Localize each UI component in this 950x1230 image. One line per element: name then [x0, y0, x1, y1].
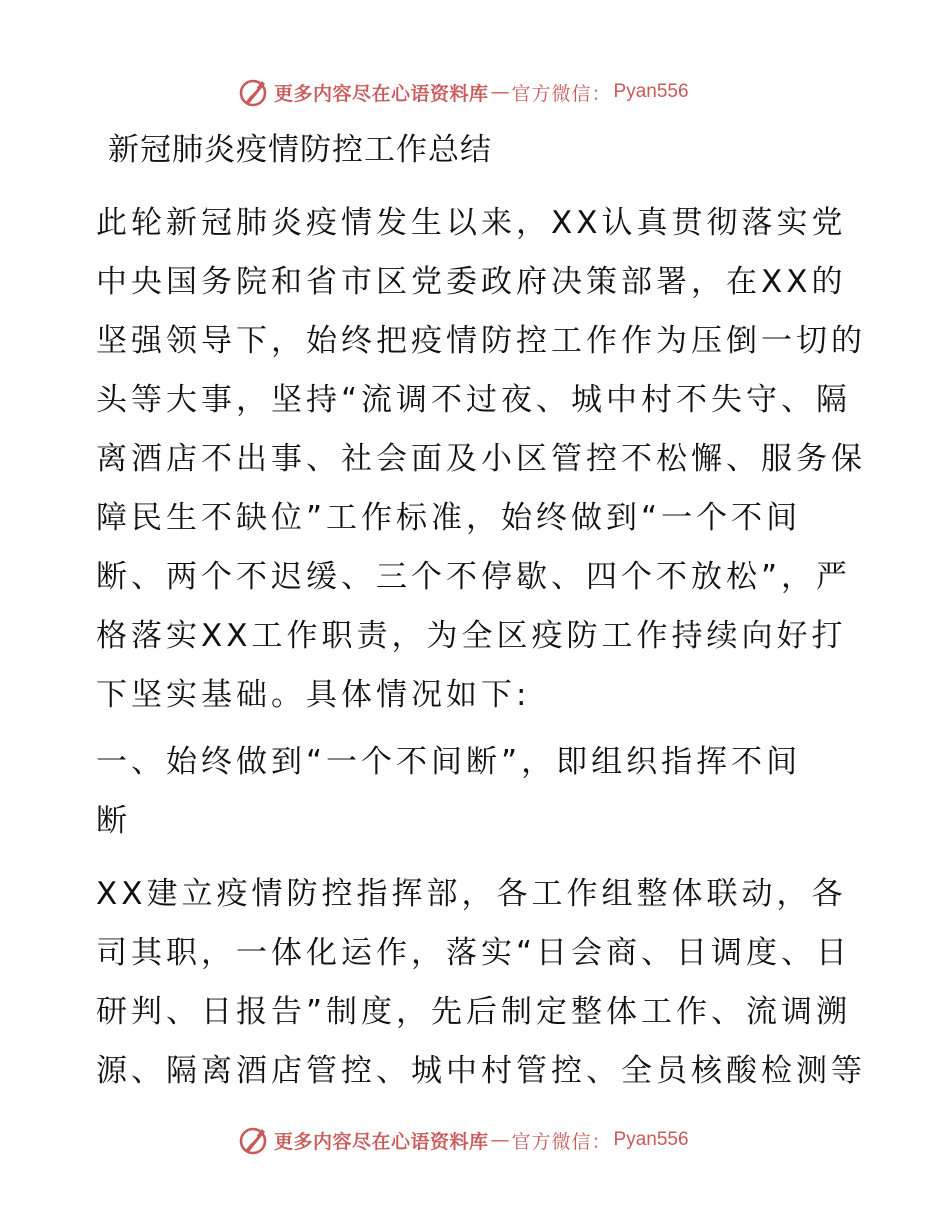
paragraph-line: 司其职，一体化运作，落实“日会商、日调度、日 [96, 935, 852, 971]
watermark-banner-bottom [236, 1122, 689, 1158]
heading-line: 一、始终做到“一个不间断”，即组织指挥不间 [96, 744, 802, 780]
watermark-official-label: 官方微信： [511, 1130, 612, 1153]
paragraph-line: 头等大事，坚持“流调不过夜、城中村不失守、隔 [96, 382, 852, 418]
watermark-slogan: 更多内容尽在心语资料库 [274, 1130, 489, 1153]
paragraph-line: 源、隔离酒店管控、城中村管控、全员核酸检测等 [96, 1053, 866, 1089]
section-heading-1 [96, 733, 856, 851]
watermark-banner-top [236, 74, 689, 110]
watermark-handle: Pyan556 [613, 1129, 689, 1150]
watermark-handle: Pyan556 [613, 81, 689, 102]
intro-paragraph [96, 194, 866, 725]
paragraph-line: XX建立疫情防控指挥部，各工作组整体联动，各 [96, 876, 847, 912]
feather-pen-logo-icon [236, 75, 270, 109]
watermark-official-label: 官方微信： [511, 82, 612, 105]
paragraph-line: 中央国务院和省市区党委政府决策部署，在XX的 [96, 264, 847, 300]
paragraph-line: 坚强领导下，始终把疫情防控工作作为压倒一切的 [96, 323, 866, 359]
feather-pen-logo-icon [236, 1123, 270, 1157]
paragraph-line: 此轮新冠肺炎疫情发生以来，XX认真贯彻落实党 [96, 205, 847, 241]
paragraph-line: 格落实XX工作职责，为全区疫防工作持续向好打 [96, 618, 847, 654]
paragraph-line: 下坚实基础。具体情况如下: [96, 677, 531, 713]
section-1-paragraph [96, 865, 866, 1101]
paragraph-line: 断、两个不迟缓、三个不停歇、四个不放松”，严 [96, 559, 852, 595]
heading-line: 断 [96, 803, 131, 839]
watermark-separator: — [490, 81, 510, 103]
watermark-slogan: 更多内容尽在心语资料库 [274, 82, 489, 105]
watermark-separator: — [490, 1129, 510, 1151]
paragraph-line: 离酒店不出事、社会面及小区管控不松懈、服务保 [96, 441, 866, 477]
paragraph-line: 障民生不缺位”工作标准，始终做到“一个不间 [96, 500, 802, 536]
document-title: 新冠肺炎疫情防控工作总结 [108, 132, 492, 168]
paragraph-line: 研判、日报告”制度，先后制定整体工作、流调溯 [96, 994, 852, 1030]
